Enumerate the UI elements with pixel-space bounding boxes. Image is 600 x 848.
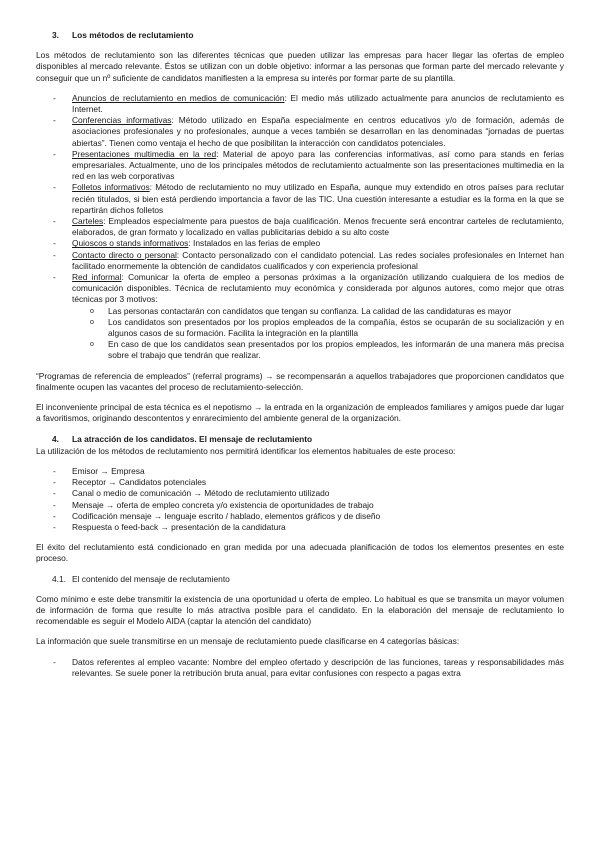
method-term: Quioscos o stands informativos [72,238,189,249]
section-number: 4.1. [52,573,66,584]
section-3-heading [52,30,564,41]
categories-intro: La información que suele transmitirse en un mensaje de reclutamiento puede clasificarse en 4 categorías básicas: [36,636,460,647]
method-text: : Comunicar la oferta de empleo a personas próximas a la organización utilizando cualquiera de los medios de comunicación disponibles. Técnica de reclutamiento muy económica y considerada por algunos autores, como mejor que otras técnicas por 3 motivos: [72,272,564,305]
list-item [36,238,564,249]
list-item [36,272,564,362]
list-item [36,149,564,183]
list-item [36,182,564,216]
referral-programs-paragraph: “Programas de referencia de empleados” (referral programs) → se recompensarán a aquellos trabajadores que proporcionen candidatos que finalmente ocupen las vacantes del proceso de reclutamiento-selección. [36,370,564,392]
method-term: Presentaciones multimedia en la red [72,148,217,159]
section-number: 3. [52,30,59,40]
list-item: - Codificación mensaje → lenguaje escrito / hablado, elementos gráficos y de diseño [36,511,564,522]
section-4-heading [52,434,564,445]
section-title: La atracción de los candidatos. El mensaje de reclutamiento [72,433,313,444]
list-item [36,115,564,149]
list-item: - Emisor → Empresa [36,466,564,477]
methods-list [36,93,564,362]
section-4-1-heading [52,574,564,585]
nepotism-paragraph: El inconveniente principal de esta técnica es el nepotismo → la entrada en la organización de empleados familiares y amigos puede dar lugar a favoritismos, originando descontentos y enrarecimiento del ambiente general de la organización. [36,402,564,424]
list-item: - Datos referentes al empleo vacante: Nombre del empleo ofertado y descripción de las funciones, tareas y responsabilidades más relevantes. Se suele poner la retribución bruta anual, para evitar confusiones con respecto a pagas extra [36,657,564,679]
method-term: Folletos informativos [72,182,150,193]
method-term: Red informal [72,272,122,283]
success-paragraph: El éxito del reclutamiento está condicionado en gran medida por una adecuada planificación de todos los elementos presentes en este proceso. [36,542,564,564]
method-term: Contacto directo o personal [72,249,177,260]
method-term: Conferencias informativas [72,115,172,126]
list-item [36,216,564,238]
list-item [36,250,564,272]
list-item: - Canal o medio de comunicación → Método de reclutamiento utilizado [36,488,564,499]
section-title: El contenido del mensaje de reclutamiento [72,573,230,584]
method-text: : Empleados especialmente para puestos de baja cualificación. Menos frecuente será encontrar carteles de reclutamiento, elaborados, de gran formato y localizado en vallas publicitarias debido a su alto coste [72,216,564,238]
list-item: o Los candidatos son presentados por los propios empleados de la compañía, éstos se ocuparán de su socialización y en algunos casos de su formación. Facilita la integración en la plantilla [72,317,564,339]
list-item: - Receptor → Candidatos potenciales [36,477,564,488]
method-text: : Contacto personalizado con el candidato potencial. Las redes sociales profesionales en Internet han facilitado enormemente la obtención de candidatos cualificados y con experiencia profesional [72,249,564,271]
method-term: Anuncios de reclutamiento en medios de comunicación [72,92,285,103]
method-text: : El medio más utilizado actualmente para anuncios de reclutamiento es Internet. [72,92,565,115]
section-number: 4. [52,433,59,444]
section-4-intro: La utilización de los métodos de reclutamiento nos permitirá identificar los elementos habituales de este proceso: [36,445,456,456]
method-text: : Instalados en las ferias de empleo [188,238,321,249]
list-item: o Las personas contactarán con candidatos que tengan su confianza. La calidad de las candidaturas es mayor [72,306,564,317]
method-text: : Método de reclutamiento no muy utilizado en España, aunque muy extendido en otros países para reclutar recién titulados, si bien está perdiendo importancia a favor de las TIC. Una cuestión interesante a estudiar es la forma en la que se repartirán dichos folletos [72,182,564,215]
list-item: o En caso de que los candidatos sean presentados por los propios empleados, les informarán de una manera más precisa sobre el trabajo que tendrán que realizar. [72,339,564,361]
method-term: Carteles [72,216,104,227]
method-text: : Método utilizado en España especialmente en centros educativos y/o de formación, además de asociaciones profesionales y no profesionales, aunque a veces también se desarrollan en las denominadas “jornadas de puertas abiertas”. Tienen como ventaja el hecho de que posibilitan la interacción con candidatos potenciales. [72,115,564,148]
motives-list [72,306,564,362]
list-item [36,93,564,115]
list-item: - Mensaje → oferta de empleo concreta y/o existencia de oportunidades de trabajo [36,500,564,511]
list-item: - Respuesta o feed-back → presentación de la candidatura [36,522,564,533]
section-title: Los métodos de reclutamiento [72,30,194,40]
process-elements-list [36,466,564,533]
section-3-intro: Los métodos de reclutamiento son las diferentes técnicas que pueden utilizar las empresas para hacer llegar las ofertas de empleo disponibles al mercado relevante. Éstos se utilizan con un doble objetivo: informar a las personas que forman parte del mercado relevante y conseguir que un nº suficiente de candidatos manifiesten a la empresa su interés por formar parte de su plantilla. [36,50,564,83]
message-content-paragraph: Como mínimo e este debe transmitir la existencia de una oportunidad u oferta de empleo. Lo habitual es que se transmita un mayor volumen de información de forma que resulte lo más atractiva posible para el candidato. En la elaboración del mensaje de reclutamiento lo recomendable es seguir el Modelo AIDA (captar la atención del candidato) [36,593,564,627]
method-text: : Material de apoyo para las conferencias informativas, así como para stands en ferias empresariales. Actualmente, uno de los principales métodos de reclutamiento actualmente son las presentaciones multimedia en la red en las web corporativas [72,148,564,182]
categories-list [36,657,564,679]
